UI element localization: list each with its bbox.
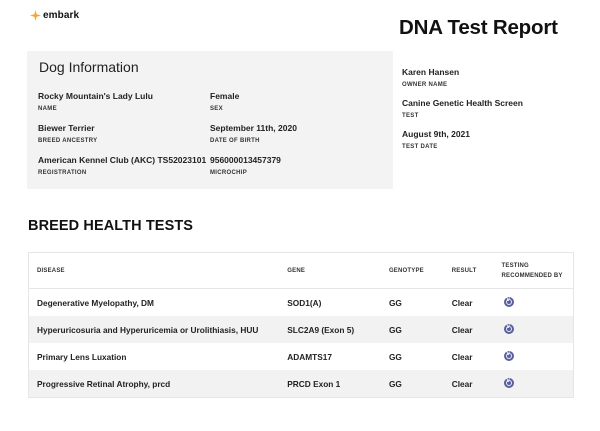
result-cell: Clear [451,297,473,308]
disease-cell: Progressive Retinal Atrophy, prcd [29,370,280,398]
gene-cell: PRCD Exon 1 [279,370,381,398]
recommended-by-cell [494,316,574,343]
test-date-label: TEST DATE [402,144,438,150]
dog-information-panel [27,51,393,189]
genotype-cell: GG [388,351,402,362]
recommended-by-cell [494,370,574,398]
dog-name-value: Rocky Mountain's Lady Lulu [38,91,153,101]
microchip-value: 956000013457379 [210,155,281,165]
breed-label: BREED ANCESTRY [38,138,98,144]
breed-field [38,123,97,144]
sex-label: SEX [210,106,223,112]
disease-cell: Primary Lens Luxation [37,351,127,362]
disease-cell: Hyperuricosuria and Hyperuricemia or Urolithiasis, HUU [29,316,280,343]
gene-cell: ADAMTS17 [287,351,332,362]
test-type-field [402,98,523,119]
breed-value: Biewer Terrier [38,123,95,133]
test-date-value: August 9th, 2021 [402,129,471,139]
gene-column-header: GENE [279,253,381,289]
breed-health-tests-table [28,252,574,398]
microchip-label: MICROCHIP [210,170,248,176]
test-type-label: TEST [402,113,419,119]
owner-name-field [402,67,459,88]
table-row [29,343,574,370]
recommended-by-cell [494,343,574,370]
recommended-badge-icon[interactable] [504,324,514,334]
table-header-row [29,253,574,289]
table-row [29,370,574,398]
registration-field [38,155,206,176]
gene-cell: SOD1(A) [287,297,322,308]
registration-value: American Kennel Club (AKC) TS52023101 [38,155,207,165]
disease-column-header: DISEASE [29,253,280,289]
table-row [29,316,574,343]
sex-value: Female [210,91,240,101]
owner-name-label: OWNER NAME [402,82,448,88]
result-column-header: RESULT [444,253,494,289]
breed-health-tests-title: BREED HEALTH TESTS [28,218,194,234]
genotype-column-header: GENOTYPE [381,253,444,289]
registration-label: REGISTRATION [38,170,87,176]
table-row [29,289,574,317]
dog-name-label: NAME [38,106,57,112]
genotype-cell: GG [381,316,444,343]
result-cell: Clear [444,316,494,343]
testing-recommended-by-label: TESTING RECOMMENDED BY [501,262,563,279]
test-type-value: Canine Genetic Health Screen [402,98,523,108]
disease-cell: Degenerative Myelopathy, DM [37,297,154,308]
owner-name-value: Karen Hansen [402,67,460,77]
testing-recommended-by-column-header [494,253,574,289]
microchip-field [210,155,281,176]
recommended-by-cell [494,289,574,317]
birth-date-field [210,123,297,144]
genotype-cell: GG [381,370,444,398]
report-title: DNA Test Report [399,16,558,39]
result-cell: Clear [451,351,473,362]
test-date-field [402,129,470,150]
recommended-badge-icon[interactable] [504,378,514,388]
birth-date-label: DATE OF BIRTH [210,138,260,144]
star-logo-icon [30,10,41,21]
birth-date-value: September 11th, 2020 [210,123,297,133]
dog-information-title: Dog Information [39,59,139,75]
genotype-cell: GG [388,297,402,308]
embark-logo [30,10,79,21]
sex-field [210,91,239,112]
gene-cell: SLC2A9 (Exon 5) [279,316,381,343]
dog-name-field [38,91,153,112]
result-cell: Clear [444,370,494,398]
recommended-badge-icon[interactable] [504,297,514,307]
logo-text: embark [43,10,80,21]
recommended-badge-icon[interactable] [504,351,514,361]
